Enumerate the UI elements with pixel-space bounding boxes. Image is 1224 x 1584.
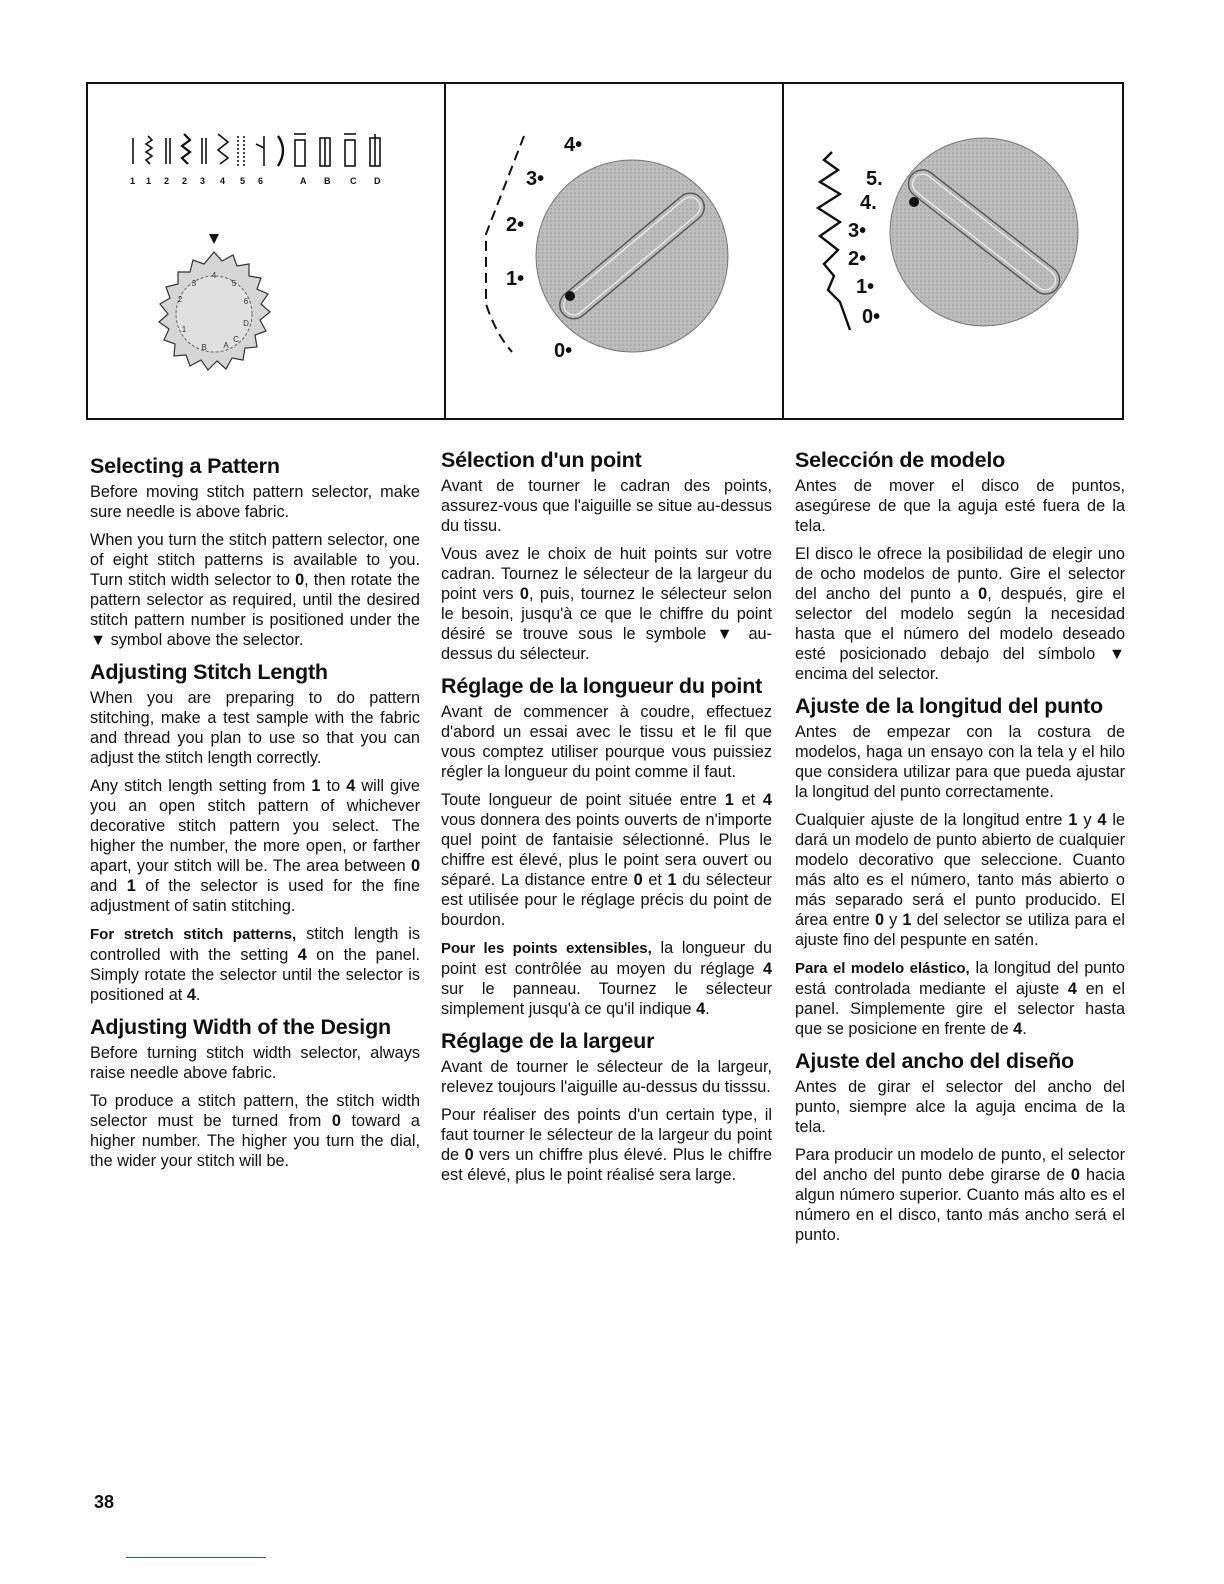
english-column	[90, 446, 420, 1179]
paragraph: Cualquier ajuste de la longitud entre 1 y 4 le dará un modelo de punto abierto de cualquier modelo decorativo que seleccione. Cuanto más alto es el número, tanto más abierto o más separado será el punto producido. El área entre 0 y 1 del selector se utiliza para el ajuste fino del pespunte en satén.	[795, 811, 1125, 949]
section-heading: Adjusting Width of the Design	[90, 1015, 391, 1039]
length-label-4: 4•	[564, 134, 583, 156]
paragraph: For stretch stitch patterns, stitch length is controlled with the setting 4 on the panel. Simply rotate the selector until the selector is positioned at 4.	[90, 925, 420, 1004]
paragraph: When you turn the stitch pattern selector, one of eight stitch patterns is available to you. Turn stitch width selector to 0, then rotate the pattern selector as required, until the desired stitch pattern number is positioned under the ▼ symbol above the selector.	[90, 531, 420, 649]
length-label-1: 1•	[506, 268, 525, 290]
paragraph: Antes de girar el selector del ancho del punto, siempre alce la aguja encima de la tela.	[795, 1078, 1125, 1136]
pattern-label: 1	[146, 176, 152, 186]
length-label-2: 2•	[506, 214, 525, 236]
pattern-selector-illustration	[88, 84, 446, 418]
paragraph: Avant de commencer à coudre, effectuez d'abord un essai avec le tissu et le fil que vous comptez utiliser pourque vous puissiez régler la longueur du point comme il faut.	[441, 703, 772, 781]
paragraph: Avant de tourner le cadran des points, assurez-vous que l'aiguille se situe au-dessus du tissu.	[441, 477, 772, 535]
dial-indicator-dot	[565, 291, 575, 301]
stitch-length-panel	[446, 84, 782, 418]
length-label-0: 0•	[554, 340, 573, 362]
width-label-0: 0•	[862, 306, 881, 328]
dial-number: 5	[231, 279, 237, 288]
page-number: 38	[94, 1492, 115, 1512]
paragraph: Toute longueur de point située entre 1 et 4 vous donnera des points ouverts de n'importe quel point de fantaisie sélectionné. Plus le chiffre est élevé, plus le point sera ouvert ou séparé. La distance entre 0 et 1 du sélecteur est utilisée pour le réglage précis du point de bourdon.	[441, 791, 772, 929]
width-label-4: 4.	[860, 192, 877, 214]
pattern-selector-dial[interactable]	[159, 252, 270, 370]
paragraph: To produce a stitch pattern, the stitch width selector must be turned from 0 toward a higher number. The higher you turn the dial, the wider your stitch will be.	[90, 1092, 420, 1170]
pattern-label: 6	[258, 176, 264, 186]
dial-number: 3	[191, 279, 197, 288]
length-scale-arc	[486, 136, 524, 352]
dial-indicator-dot	[909, 197, 919, 207]
paragraph: Antes de empezar con la costura de modelos, haga un ensayo con la tela y el hilo que considera utilizar para que pueda ajustar la longitud del punto correctamente.	[795, 723, 1125, 801]
stitch-width-illustration	[784, 84, 1122, 418]
section-heading: Réglage de la longueur du point	[441, 674, 763, 698]
paragraph: Before turning stitch width selector, always raise needle above fabric.	[90, 1044, 420, 1082]
paragraph: Para el modelo elástico, la longitud del punto está controlada mediante el ajuste 4 en el panel. Simplemente gire el selector hasta que se posicione en frente de 4.	[795, 959, 1125, 1038]
pattern-label: 1	[130, 176, 136, 186]
section-heading: Selecting a Pattern	[90, 454, 280, 478]
paragraph: El disco le ofrece la posibilidad de elegir uno de ocho modelos de punto. Gire el selector del ancho del punto a 0, después, gire el selector del modelo según la necesidad hasta que el número del modelo deseado esté posicionado debajo del símbolo ▼ encima del selector.	[795, 545, 1125, 683]
section-heading: Selección de modelo	[795, 448, 1006, 472]
dial-number: D	[243, 319, 249, 328]
section-heading: Réglage de la largeur	[441, 1029, 655, 1053]
pattern-label: B	[324, 176, 331, 186]
section-heading: Sélection d'un point	[441, 448, 642, 472]
paragraph: Any stitch length setting from 1 to 4 will give you an open stitch pattern of whichever decorative stitch pattern you select. The higher the number, the more open, or farther apart, your stitch will be. The area between 0 and 1 of the selector is used for the fine adjustment of satin stitching.	[90, 777, 420, 915]
stitch-width-panel	[784, 84, 1122, 418]
pattern-selector-panel	[88, 84, 446, 418]
paragraph: Vous avez le choix de huit points sur votre cadran. Tournez le sélecteur de la largeur du point vers 0, puis, tournez le sélecteur selon le besoin, jusqu'à ce que le chiffre du point désiré se trouve sous le symbole ▼ au-dessus du sélecteur.	[441, 545, 772, 663]
stitch-width-dial[interactable]	[890, 138, 1078, 326]
dial-number: 6	[243, 297, 249, 306]
section-heading: Adjusting Stitch Length	[90, 660, 328, 684]
paragraph: Pour réaliser des points d'un certain type, il faut tourner le sélecteur de la largeur du point de 0 vers un chiffre plus élevé. Plus le chiffre est élevé, plus le point réalisé sera large.	[441, 1106, 772, 1184]
zigzag-width-icon	[818, 152, 850, 330]
section-heading: Ajuste de la longitud del punto	[795, 694, 1103, 718]
dial-number: 4	[211, 271, 217, 280]
dial-number: 2	[177, 295, 183, 304]
width-label-5: 5.	[866, 168, 883, 190]
paragraph: Antes de mover el disco de puntos, asegúrese de que la aguja esté fuera de la tela.	[795, 477, 1125, 535]
paragraph: Before moving stitch pattern selector, make sure needle is above fabric.	[90, 483, 420, 521]
paragraph: Pour les points extensibles, la longueur du point est contrôlée au moyen du réglage 4 sur le panneau. Tournez le sélecteur simplement jusqu'à ce qu'il indique 4.	[441, 939, 772, 1018]
width-label-2: 2•	[848, 248, 867, 270]
pointer-triangle-icon	[209, 234, 219, 244]
pattern-label: 2	[182, 176, 188, 186]
pattern-label: 2	[164, 176, 170, 186]
footer-rule	[126, 1557, 266, 1558]
paragraph: Para producir un modelo de punto, el selector del ancho del punto debe girarse de 0 hacia algun número superior. Cuanto más alto es el número en el disco, tanto más ancho será el punto.	[795, 1146, 1125, 1244]
spanish-column	[795, 446, 1125, 1253]
stitch-symbols-row	[133, 134, 380, 166]
pattern-labels-row	[124, 176, 414, 190]
pattern-label: A	[300, 176, 307, 186]
paragraph: When you are preparing to do pattern stitching, make a test sample with the fabric and thread you plan to use so that you can adjust the stitch length correctly.	[90, 689, 420, 767]
stitch-length-illustration	[446, 84, 782, 418]
section-heading: Ajuste del ancho del diseño	[795, 1049, 1074, 1073]
stitch-length-dial[interactable]	[536, 160, 728, 352]
dial-number: C	[233, 335, 239, 344]
pattern-label: 3	[200, 176, 206, 186]
dial-number: 1	[181, 325, 187, 334]
length-label-3: 3•	[526, 168, 545, 190]
paragraph: Avant de tourner le sélecteur de la largeur, relevez toujours l'aiguille au-dessus du tisssu.	[441, 1058, 772, 1096]
dial-number: A	[223, 341, 229, 350]
width-label-1: 1•	[856, 276, 875, 298]
pattern-label: D	[374, 176, 381, 186]
french-column	[441, 446, 772, 1193]
pattern-label: C	[350, 176, 357, 186]
pattern-label: 5	[240, 176, 246, 186]
pattern-label: 4	[220, 176, 226, 186]
illustration-frame	[86, 82, 1124, 420]
dial-number: B	[201, 343, 207, 352]
width-label-3: 3•	[848, 220, 867, 242]
